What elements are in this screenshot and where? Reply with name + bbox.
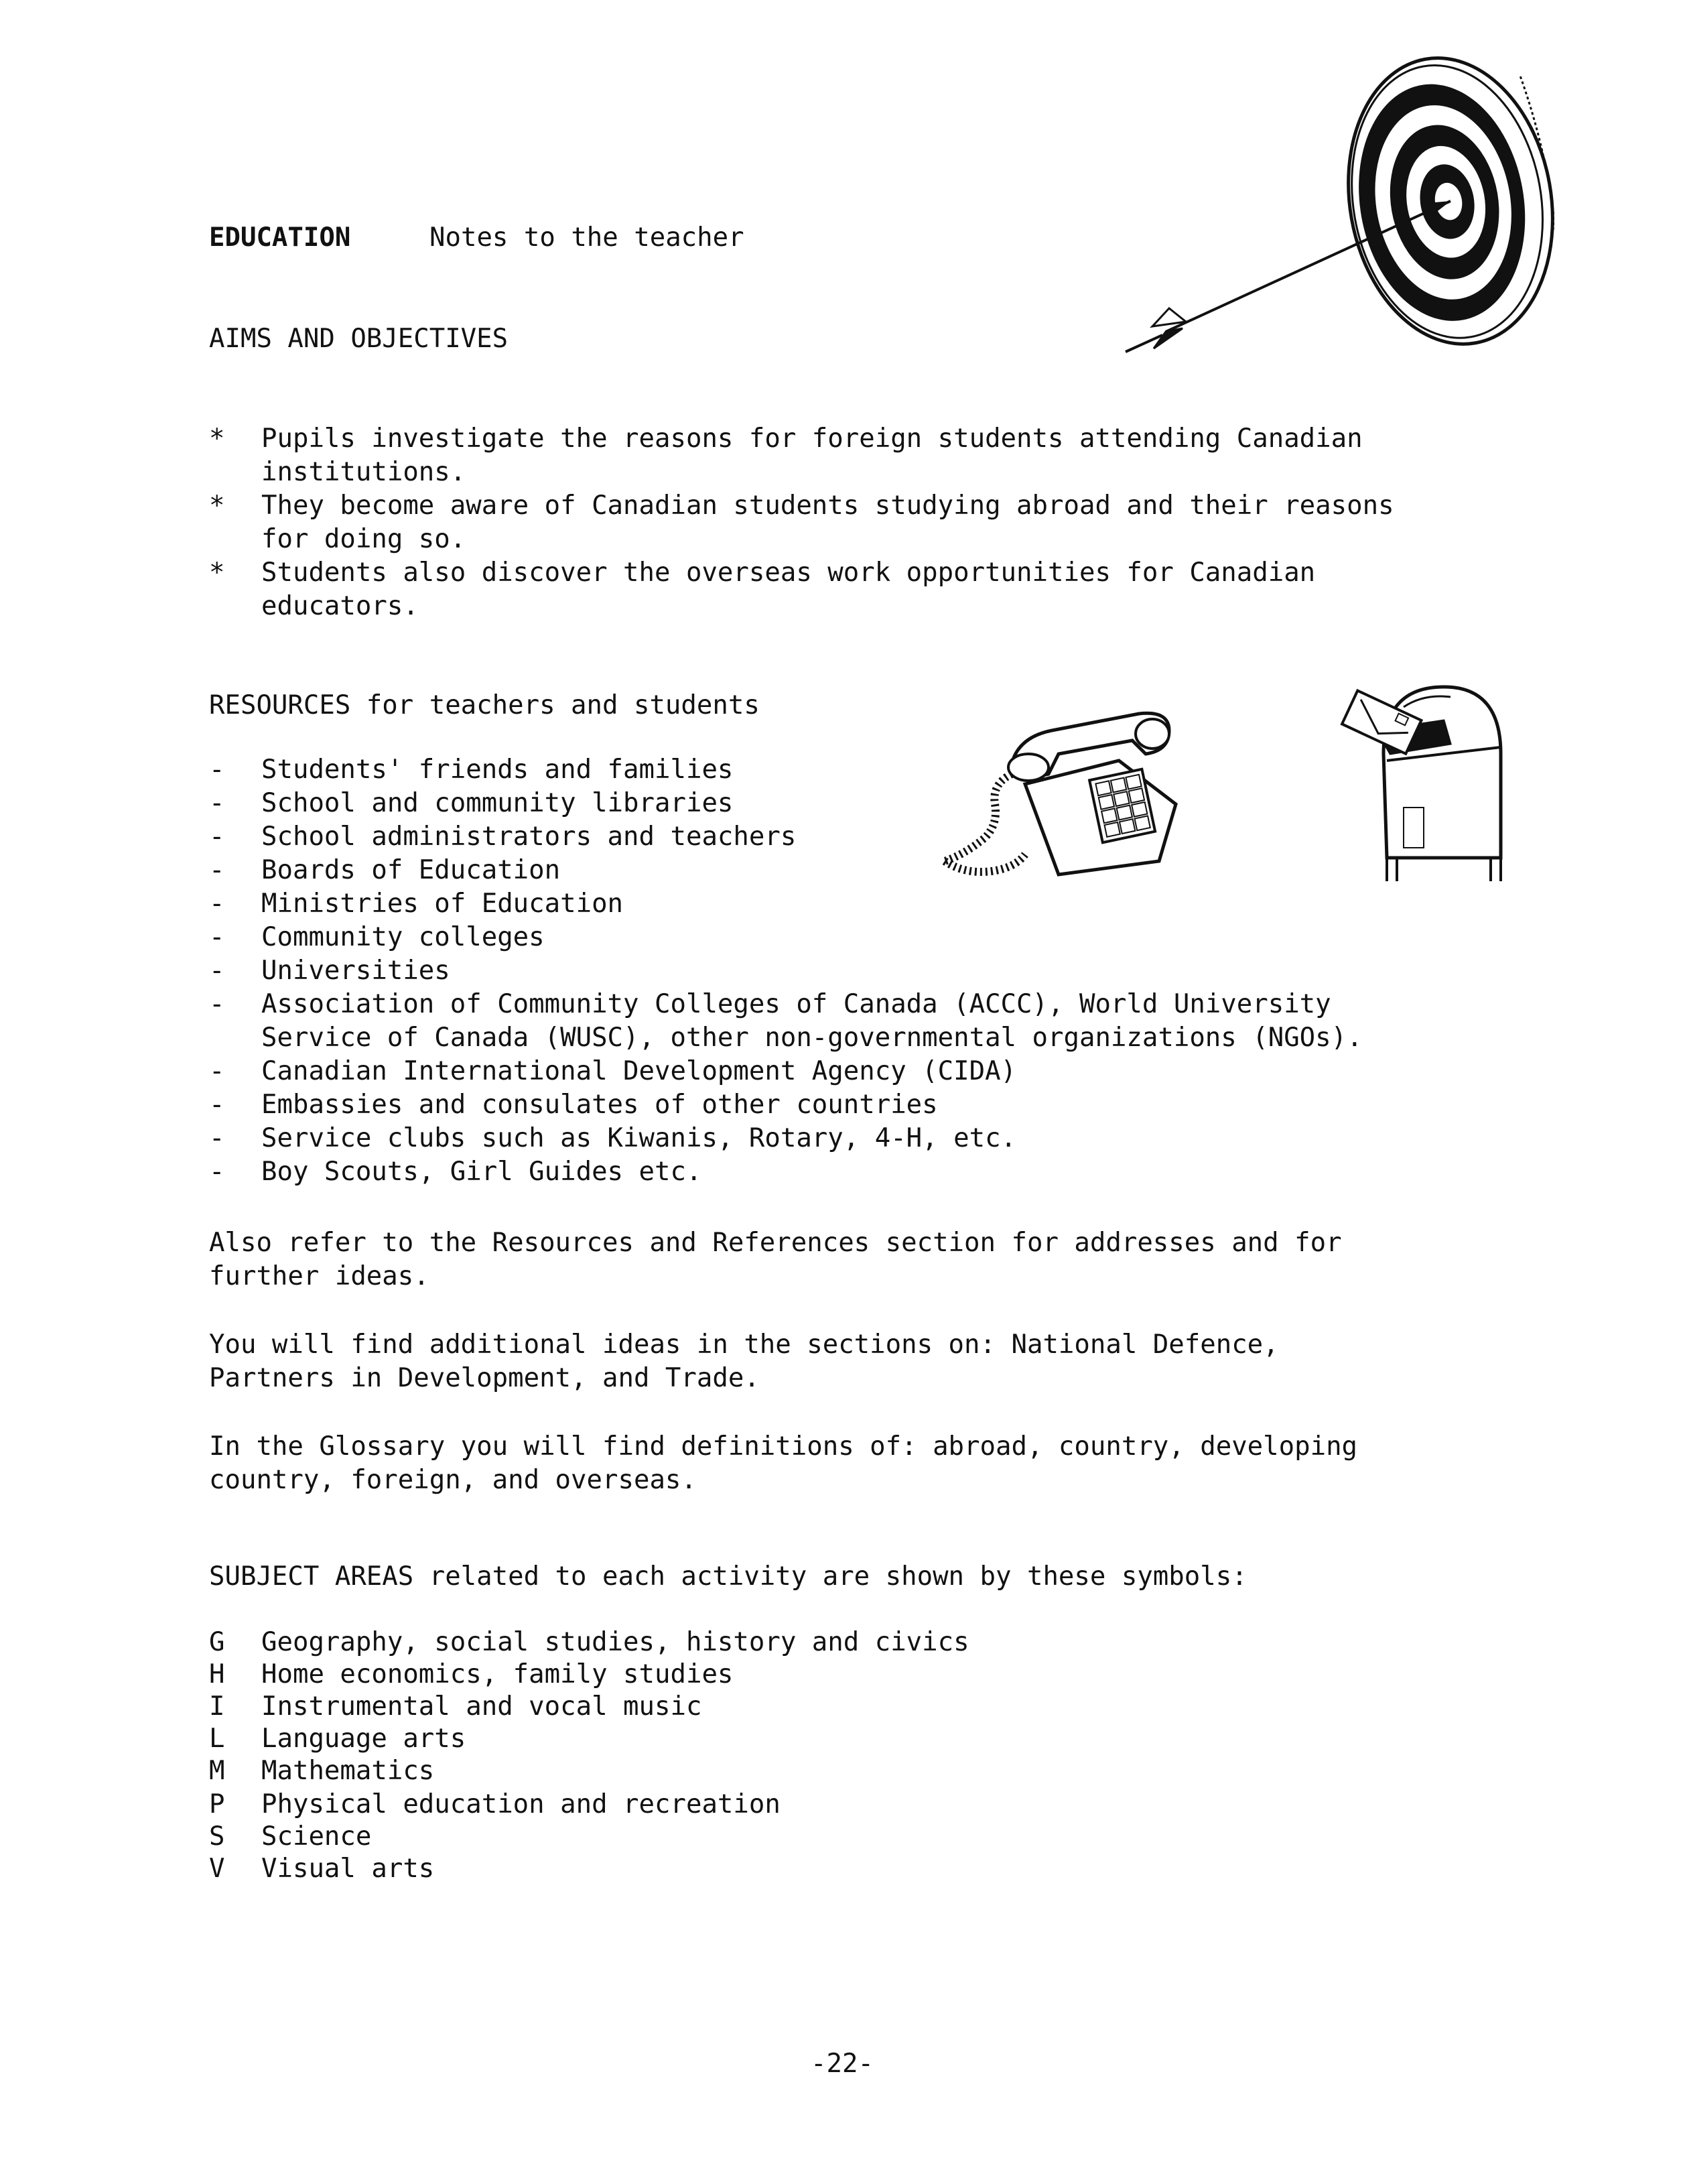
note-line: In the Glossary you will find definitions of: abroad, country, developing [209,1431,1358,1462]
bullet-dash: - [209,755,225,785]
subject-code: I [209,1691,225,1722]
subject-code: H [209,1659,225,1689]
subject-code: G [209,1627,225,1657]
aims-item-line: Pupils investigate the reasons for foreign students attending Canadian [261,424,1363,454]
subject-code: P [209,1789,225,1819]
subjects-heading: SUBJECT AREAS related to each activity are shown by these symbols: [209,1561,1248,1592]
resource-item-text: School and community libraries [261,788,734,818]
bullet-dash: - [209,922,225,952]
aims-item-line: They become aware of Canadian students studying abroad and their reasons [261,491,1394,521]
bullet-dash: - [209,989,225,1019]
mailbox-icon [1337,680,1511,891]
bullet-dash: - [209,956,225,986]
aims-item-line: for doing so. [261,524,466,554]
bullet-dash: - [209,1056,225,1086]
resources-heading: RESOURCES for teachers and students [209,690,760,720]
subject-label: Instrumental and vocal music [261,1691,702,1722]
subject-label: Mathematics [261,1756,435,1786]
resource-item-text: Ministries of Education [261,889,624,919]
bullet-dash: - [209,822,225,852]
subject-code: L [209,1724,225,1754]
telephone-icon [938,697,1199,885]
subject-code: M [209,1756,225,1786]
note-line: Also refer to the Resources and References section for addresses and for [209,1228,1342,1258]
section-title: EDUCATION [209,222,351,253]
bullet-dash: - [209,788,225,818]
subject-label: Physical education and recreation [261,1789,781,1819]
resource-item-text: Service of Canada (WUSC), other non-governmental organizations (NGOs). [261,1023,1363,1053]
resource-item-text: School administrators and teachers [261,822,797,852]
aims-heading: AIMS AND OBJECTIVES [209,324,509,354]
note-line: further ideas. [209,1261,429,1291]
note-line: You will find additional ideas in the sections on: National Defence, [209,1330,1279,1360]
aims-item-line: Students also discover the overseas work opportunities for Canadian [261,558,1316,588]
subject-label: Science [261,1821,372,1852]
bullet-star: * [209,558,225,588]
resource-item-text: Universities [261,956,450,986]
target-icon [1112,50,1554,369]
note-line: country, foreign, and overseas. [209,1465,697,1495]
subject-label: Language arts [261,1724,466,1754]
aims-item-line: institutions. [261,457,466,487]
resource-item-text: Students' friends and families [261,755,734,785]
bullet-dash: - [209,1090,225,1120]
resource-item-text: Community colleges [261,922,545,952]
subject-code: S [209,1821,225,1852]
resource-item-text: Boards of Education [261,855,561,885]
subject-code: V [209,1854,225,1884]
section-subtitle: Notes to the teacher [429,222,744,253]
note-line: Partners in Development, and Trade. [209,1363,760,1393]
subject-label: Visual arts [261,1854,435,1884]
subject-label: Geography, social studies, history and civics [261,1627,969,1657]
resource-item-text: Service clubs such as Kiwanis, Rotary, 4-H, etc. [261,1123,1017,1153]
subject-label: Home economics, family studies [261,1659,734,1689]
resource-item-text: Embassies and consulates of other countries [261,1090,938,1120]
page-number: -22- [811,2049,874,2079]
resource-item-text: Canadian International Development Agency (CIDA) [261,1056,1017,1086]
bullet-dash: - [209,855,225,885]
bullet-star: * [209,491,225,521]
bullet-dash: - [209,889,225,919]
resource-item-text: Association of Community Colleges of Canada (ACCC), World University [261,989,1331,1019]
bullet-dash: - [209,1157,225,1187]
bullet-star: * [209,424,225,454]
bullet-dash: - [209,1123,225,1153]
aims-item-line: educators. [261,591,419,621]
resource-item-text: Boy Scouts, Girl Guides etc. [261,1157,702,1187]
